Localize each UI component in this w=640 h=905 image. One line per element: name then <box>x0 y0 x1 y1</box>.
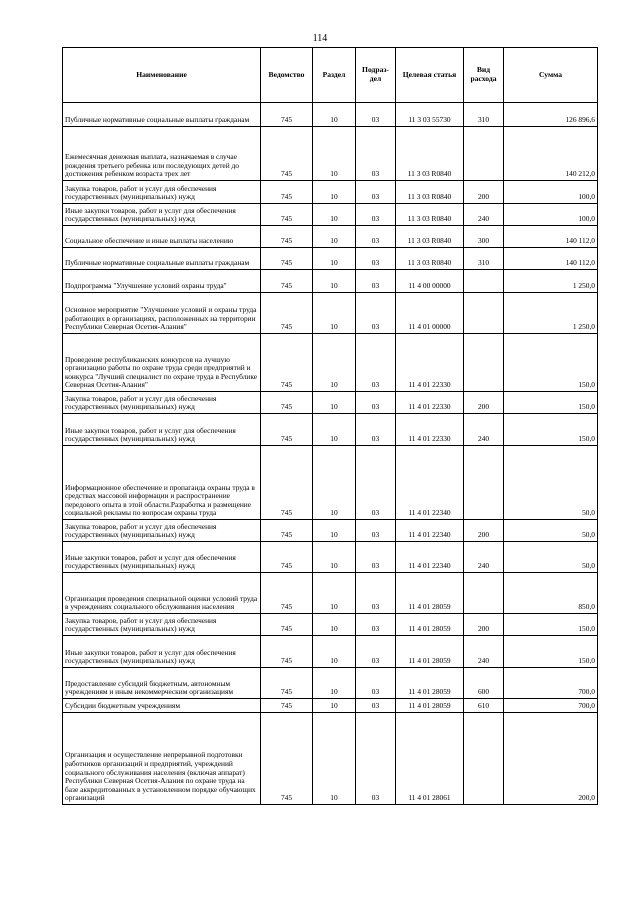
row-amount: 140 112,0 <box>504 248 598 270</box>
row-expense-type: 300 <box>464 226 504 248</box>
row-department: 745 <box>261 270 313 293</box>
row-expense-type <box>464 127 504 181</box>
row-department: 745 <box>261 293 313 334</box>
row-amount: 700,0 <box>504 699 598 713</box>
row-target: 11 3 03 R0840 <box>396 127 464 181</box>
row-subsection: 03 <box>356 699 396 713</box>
row-amount: 150,0 <box>504 392 598 414</box>
row-amount: 1 250,0 <box>504 270 598 293</box>
row-section: 10 <box>313 181 356 204</box>
row-amount: 150,0 <box>504 636 598 668</box>
page-number: 114 <box>312 33 328 44</box>
row-amount: 200,0 <box>504 713 598 805</box>
row-expense-type: 200 <box>464 392 504 414</box>
row-section: 10 <box>313 573 356 614</box>
row-name: Иные закупки товаров, работ и услуг для обеспечения государственных (муниципальных) нужд <box>63 414 261 446</box>
row-expense-type: 200 <box>464 614 504 636</box>
row-department: 745 <box>261 226 313 248</box>
row-target: 11 4 01 28059 <box>396 636 464 668</box>
row-subsection: 03 <box>356 446 396 520</box>
row-expense-type <box>464 713 504 805</box>
row-target: 11 4 01 22330 <box>396 334 464 392</box>
table-row <box>63 392 598 414</box>
row-name: Социальное обеспечение и иные выплаты населению <box>63 226 261 248</box>
row-target: 11 3 03 R0840 <box>396 248 464 270</box>
row-department: 745 <box>261 446 313 520</box>
row-name: Ежемесячная денежная выплата, назначаемая в случае рождения третьего ребенка или последующих детей до достижения ребенком возраста трех лет <box>63 127 261 181</box>
row-name: Закупка товаров, работ и услуг для обеспечения государственных (муниципальных) нужд <box>63 392 261 414</box>
row-section: 10 <box>313 127 356 181</box>
row-name: Подпрограмма "Улучшение условий охраны труда" <box>63 270 261 293</box>
row-department: 745 <box>261 542 313 573</box>
row-subsection: 03 <box>356 293 396 334</box>
table-row <box>63 520 598 542</box>
row-subsection: 03 <box>356 614 396 636</box>
row-expense-type: 240 <box>464 636 504 668</box>
row-expense-type: 610 <box>464 699 504 713</box>
row-amount: 1 250,0 <box>504 293 598 334</box>
row-department: 745 <box>261 334 313 392</box>
table-row <box>63 103 598 127</box>
table-row <box>63 127 598 181</box>
row-expense-type: 240 <box>464 542 504 573</box>
row-subsection: 03 <box>356 520 396 542</box>
row-subsection: 03 <box>356 334 396 392</box>
row-target: 11 4 01 28059 <box>396 614 464 636</box>
row-target: 11 4 01 28059 <box>396 668 464 699</box>
table-row <box>63 542 598 573</box>
row-name: Основное мероприятие "Улучшение условий и охраны труда работающих в организациях, расположенных на территории Республики Северная Осетия-Алания" <box>63 293 261 334</box>
row-department: 745 <box>261 573 313 614</box>
table-row <box>63 668 598 699</box>
header-subsection: Подраз-дел <box>356 48 396 103</box>
row-amount: 126 896,6 <box>504 103 598 127</box>
row-target: 11 3 03 R0840 <box>396 226 464 248</box>
row-expense-type <box>464 293 504 334</box>
table-row <box>63 636 598 668</box>
row-section: 10 <box>313 204 356 226</box>
row-expense-type: 200 <box>464 520 504 542</box>
table-row <box>63 204 598 226</box>
row-expense-type: 310 <box>464 103 504 127</box>
row-section: 10 <box>313 668 356 699</box>
row-name: Иные закупки товаров, работ и услуг для обеспечения государственных (муниципальных) нужд <box>63 204 261 226</box>
row-name: Иные закупки товаров, работ и услуг для обеспечения государственных (муниципальных) нужд <box>63 636 261 668</box>
header-target: Целевая статья <box>396 48 464 103</box>
row-target: 11 4 00 00000 <box>396 270 464 293</box>
row-name: Закупка товаров, работ и услуг для обеспечения государственных (муниципальных) нужд <box>63 520 261 542</box>
table-row <box>63 248 598 270</box>
row-department: 745 <box>261 668 313 699</box>
row-amount: 150,0 <box>504 414 598 446</box>
row-target: 11 4 01 28059 <box>396 699 464 713</box>
row-section: 10 <box>313 293 356 334</box>
row-subsection: 03 <box>356 392 396 414</box>
row-target: 11 3 03 55730 <box>396 103 464 127</box>
header-name: Наименование <box>63 48 261 103</box>
row-section: 10 <box>313 414 356 446</box>
row-target: 11 4 01 00000 <box>396 293 464 334</box>
row-target: 11 4 01 22330 <box>396 392 464 414</box>
row-amount: 50,0 <box>504 520 598 542</box>
row-target: 11 3 03 R0840 <box>396 181 464 204</box>
table-row <box>63 334 598 392</box>
row-subsection: 03 <box>356 414 396 446</box>
row-amount: 50,0 <box>504 446 598 520</box>
row-subsection: 03 <box>356 127 396 181</box>
table-row <box>63 699 598 713</box>
row-name: Публичные нормативные социальные выплаты гражданам <box>63 248 261 270</box>
row-target: 11 4 01 22340 <box>396 542 464 573</box>
row-amount: 50,0 <box>504 542 598 573</box>
row-section: 10 <box>313 542 356 573</box>
row-subsection: 03 <box>356 668 396 699</box>
row-expense-type <box>464 573 504 614</box>
row-department: 745 <box>261 204 313 226</box>
row-expense-type <box>464 334 504 392</box>
row-target: 11 4 01 22340 <box>396 446 464 520</box>
row-section: 10 <box>313 103 356 127</box>
header-expense-type: Вид расхода <box>464 48 504 103</box>
row-section: 10 <box>313 636 356 668</box>
row-subsection: 03 <box>356 181 396 204</box>
row-expense-type: 240 <box>464 204 504 226</box>
row-section: 10 <box>313 270 356 293</box>
row-department: 745 <box>261 699 313 713</box>
row-section: 10 <box>313 614 356 636</box>
table-row <box>63 573 598 614</box>
row-department: 745 <box>261 713 313 805</box>
row-name: Закупка товаров, работ и услуг для обеспечения государственных (муниципальных) нужд <box>63 181 261 204</box>
row-section: 10 <box>313 699 356 713</box>
row-subsection: 03 <box>356 713 396 805</box>
row-name: Публичные нормативные социальные выплаты гражданам <box>63 103 261 127</box>
row-name: Иные закупки товаров, работ и услуг для обеспечения государственных (муниципальных) нужд <box>63 542 261 573</box>
row-expense-type: 600 <box>464 668 504 699</box>
header-department: Ведомство <box>261 48 313 103</box>
row-name: Предоставление субсидий бюджетным, автономным учреждениям и иным некоммерческим организациям <box>63 668 261 699</box>
row-department: 745 <box>261 248 313 270</box>
row-name: Проведение республиканских конкурсов на лучшую организацию работы по охране труда среди предприятий и конкурса "Лучший специалист по охране труда в Республике Северная Осетия-Алания" <box>63 334 261 392</box>
row-subsection: 03 <box>356 573 396 614</box>
row-target: 11 4 01 22340 <box>396 520 464 542</box>
row-amount: 850,0 <box>504 573 598 614</box>
row-department: 745 <box>261 636 313 668</box>
row-subsection: 03 <box>356 542 396 573</box>
row-amount: 140 212,0 <box>504 127 598 181</box>
row-section: 10 <box>313 392 356 414</box>
row-department: 745 <box>261 392 313 414</box>
row-amount: 150,0 <box>504 614 598 636</box>
row-expense-type <box>464 270 504 293</box>
table-row <box>63 226 598 248</box>
row-department: 745 <box>261 614 313 636</box>
row-department: 745 <box>261 103 313 127</box>
table-row <box>63 713 598 805</box>
row-name: Информационное обеспечение и пропаганда охраны труда в средствах массовой информации и распространение передового опыта в этой области.Разработка и размещение социальной рекламы по вопросам охраны труда <box>63 446 261 520</box>
row-amount: 140 112,0 <box>504 226 598 248</box>
row-department: 745 <box>261 181 313 204</box>
row-target: 11 3 03 R0840 <box>396 204 464 226</box>
row-subsection: 03 <box>356 248 396 270</box>
row-section: 10 <box>313 446 356 520</box>
row-section: 10 <box>313 248 356 270</box>
budget-table <box>62 47 598 805</box>
row-name: Организация проведения специальной оценки условий труда в учреждениях социального обслуживания населения <box>63 573 261 614</box>
table-row <box>63 270 598 293</box>
row-subsection: 03 <box>356 103 396 127</box>
row-expense-type: 200 <box>464 181 504 204</box>
table-header-row <box>63 48 598 103</box>
row-subsection: 03 <box>356 204 396 226</box>
row-section: 10 <box>313 520 356 542</box>
table-row <box>63 414 598 446</box>
row-department: 745 <box>261 520 313 542</box>
row-amount: 700,0 <box>504 668 598 699</box>
table-row <box>63 446 598 520</box>
row-section: 10 <box>313 226 356 248</box>
row-section: 10 <box>313 713 356 805</box>
table-row <box>63 614 598 636</box>
row-amount: 100,0 <box>504 204 598 226</box>
row-amount: 100,0 <box>504 181 598 204</box>
row-name: Закупка товаров, работ и услуг для обеспечения государственных (муниципальных) нужд <box>63 614 261 636</box>
row-subsection: 03 <box>356 636 396 668</box>
row-department: 745 <box>261 127 313 181</box>
row-amount: 150,0 <box>504 334 598 392</box>
table-row <box>63 181 598 204</box>
row-expense-type: 240 <box>464 414 504 446</box>
header-section: Раздел <box>313 48 356 103</box>
row-name: Субсидии бюджетным учреждениям <box>63 699 261 713</box>
header-amount: Сумма <box>504 48 598 103</box>
row-department: 745 <box>261 414 313 446</box>
row-expense-type <box>464 446 504 520</box>
row-subsection: 03 <box>356 270 396 293</box>
row-target: 11 4 01 28061 <box>396 713 464 805</box>
row-expense-type: 310 <box>464 248 504 270</box>
row-subsection: 03 <box>356 226 396 248</box>
row-target: 11 4 01 22330 <box>396 414 464 446</box>
row-section: 10 <box>313 334 356 392</box>
row-target: 11 4 01 28059 <box>396 573 464 614</box>
row-name: Организация и осуществление непрерывной подготовки работников организаций и предприятий, учреждений социального обслуживания населения (включая аппарат) Республики Северная Осетия-Алания по охране труда на базе аккредитованных в установленном порядке обучающих организаций <box>63 713 261 805</box>
table-row <box>63 293 598 334</box>
